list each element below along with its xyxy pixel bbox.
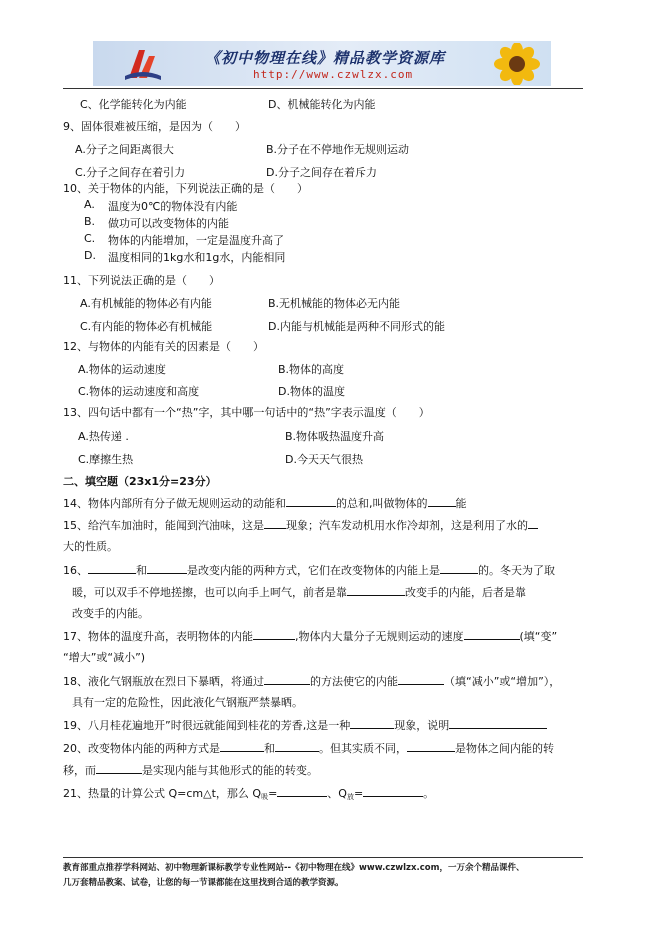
q16-text-4: 的。冬天为了取 xyxy=(478,564,555,577)
q18-blank-2[interactable] xyxy=(398,672,444,685)
q20-blank-3[interactable] xyxy=(407,739,455,752)
q16-text-6: 改变手的内能，后者是靠 xyxy=(405,586,526,599)
q20-text-2: 和 xyxy=(264,742,275,755)
q21-text-5: 。 xyxy=(423,787,435,800)
q14-blank-1[interactable] xyxy=(286,494,336,507)
q21-line xyxy=(63,784,434,802)
q14-text-1: 14、物体内部所有分子做无规则运动的动能和 xyxy=(63,497,286,510)
q18-text-3: （填“减小”或“增加”）， xyxy=(444,675,561,688)
q11-option-b: B.无机械能的物体必无内能 xyxy=(268,297,401,310)
q20-text-4: 是物体之间内能的转 xyxy=(455,742,554,755)
banner-url: http://www.czwlzx.com xyxy=(253,68,414,81)
q13-stem: 13、四句话中都有一个“热”字，其中哪一句话中的“热”字表示温度（ ） xyxy=(63,406,430,419)
q18-text-1: 18、液化气钢瓶放在烈日下暴晒，将通过 xyxy=(63,675,264,688)
q9-option-d: D.分子之间存在着斥力 xyxy=(266,166,377,179)
q8-option-d: D、机械能转化为内能 xyxy=(268,98,376,111)
q20-text-6: 是实现内能与其他形式的能的转变。 xyxy=(142,764,318,777)
q10-stem: 10、关于物体的内能，下列说法正确的是（ ） xyxy=(63,182,308,195)
q9-option-a: A.分子之间距离很大 xyxy=(75,143,174,156)
q12-option-d: D.物体的温度 xyxy=(278,385,345,398)
q21-text-4: = xyxy=(353,787,364,800)
logo-icon xyxy=(123,46,163,82)
q16-text-5: 暖，可以双手不停地搓擦，也可以向手上呵气，前者是靠 xyxy=(72,586,347,599)
q15-line-1 xyxy=(63,516,538,533)
q18-line-1 xyxy=(63,672,560,689)
q20-text-1: 20、改变物体内能的两种方式是 xyxy=(63,742,220,755)
q14-blank-2[interactable] xyxy=(428,494,456,507)
q10-option-b: 做功可以改变物体的内能 xyxy=(108,217,229,230)
q15-text-2: 现象；汽车发动机用水作冷却剂，这是利用了水的 xyxy=(286,519,528,532)
q16-blank-4[interactable] xyxy=(347,583,405,596)
q17-text-2: ,物体内大量分子无规则运动的速度 xyxy=(295,630,464,643)
q17-blank-2[interactable] xyxy=(464,627,520,640)
q20-line-2 xyxy=(63,761,318,778)
q10-label-b: B. xyxy=(84,215,96,228)
q21-text-1: 21、热量的计算公式 Q=cm△t，那么 Q xyxy=(63,787,262,800)
q18-text-2: 的方法使它的内能 xyxy=(310,675,398,688)
footer-line-1: 教育部重点推荐学科网站、初中物理新课标教学专业性网站--《初中物理在线》www.czwlzx.com，一万余个精品课件、 xyxy=(63,863,525,873)
q16-text-2: 和 xyxy=(136,564,147,577)
q10-option-d: 温度相同的1kg水和1g水，内能相同 xyxy=(108,251,286,264)
q12-stem: 12、与物体的内能有关的因素是（ ） xyxy=(63,340,264,353)
q16-line-3: 改变手的内能。 xyxy=(72,607,149,620)
q8-option-c: C、化学能转化为内能 xyxy=(80,98,187,111)
q16-line-1 xyxy=(63,561,555,578)
q15-text-1: 15、给汽车加油时，能闻到汽油味，这是 xyxy=(63,519,264,532)
q17-text-1: 17、物体的温度升高，表明物体的内能 xyxy=(63,630,253,643)
banner-title: 《初中物理在线》精品教学资源库 xyxy=(205,49,446,67)
q10-option-c: 物体的内能增加，一定是温度升高了 xyxy=(108,234,284,247)
q14-text-2: 的总和,叫做物体的 xyxy=(336,497,428,510)
q11-option-a: A.有机械能的物体必有内能 xyxy=(80,297,212,310)
footer-rule xyxy=(63,857,583,858)
q19-blank-2[interactable] xyxy=(449,716,547,729)
q21-text-2: = xyxy=(268,787,278,800)
q16-blank-3[interactable] xyxy=(440,561,478,574)
q12-option-b: B.物体的高度 xyxy=(278,363,345,376)
q14-line xyxy=(63,494,467,511)
q9-option-b: B.分子在不停地作无规则运动 xyxy=(266,143,410,156)
q19-blank-1[interactable] xyxy=(350,716,394,729)
q16-blank-2[interactable] xyxy=(147,561,187,574)
q20-text-3: 。但其实质不同， xyxy=(319,742,407,755)
q21-sub-release: 放 xyxy=(346,793,354,801)
q11-stem: 11、下列说法正确的是（ ） xyxy=(63,274,220,287)
sunflower-icon xyxy=(487,43,547,85)
q15-line-2: 大的性质。 xyxy=(63,540,118,553)
q13-option-b: B.物体吸热温度升高 xyxy=(285,430,385,443)
section-2-heading: 二、填空题（23x1分=23分） xyxy=(63,475,217,488)
q10-label-c: C. xyxy=(84,232,96,245)
q18-line-2: 具有一定的危险性，因此液化气钢瓶严禁暴晒。 xyxy=(72,696,303,709)
q12-option-c: C.物体的运动速度和高度 xyxy=(78,385,200,398)
q10-label-d: D. xyxy=(84,249,96,262)
q18-blank-1[interactable] xyxy=(264,672,310,685)
header-rule xyxy=(63,88,583,89)
q21-blank-2[interactable] xyxy=(363,784,423,797)
q10-option-a: 温度为0℃的物体没有内能 xyxy=(108,200,238,213)
q16-text-1: 16、 xyxy=(63,564,88,577)
q14-text-3: 能 xyxy=(455,497,467,510)
footer xyxy=(63,861,524,891)
q16-blank-1[interactable] xyxy=(88,561,136,574)
q16-line-2 xyxy=(72,583,526,600)
footer-line-2: 几万套精品教案、试卷，让您的每一节课都能在这里找到合适的教学资源。 xyxy=(63,878,344,888)
q11-option-d: D.内能与机械能是两种不同形式的能 xyxy=(268,320,445,333)
q16-text-3: 是改变内能的两种方式，它们在改变物体的内能上是 xyxy=(187,564,440,577)
q20-text-5: 移，而 xyxy=(63,764,96,777)
q11-option-c: C.有内能的物体必有机械能 xyxy=(80,320,213,333)
q10-label-a: A. xyxy=(84,198,95,211)
q17-text-3: (填“变” xyxy=(519,630,558,643)
q19-text-1: 19、八月桂花遍地开”时很远就能闻到桂花的芳香,这是一种 xyxy=(63,719,351,732)
q19-text-2: 现象，说明 xyxy=(394,719,450,732)
header-banner xyxy=(93,41,551,86)
q20-blank-4[interactable] xyxy=(96,761,142,774)
q19-line xyxy=(63,716,547,733)
q12-option-a: A.物体的运动速度 xyxy=(78,363,166,376)
q17-line-2: “增大”或“减小”) xyxy=(63,651,146,664)
q21-sub-absorb: 吸 xyxy=(261,793,269,801)
q9-stem: 9、固体很难被压缩，是因为（ ） xyxy=(63,120,246,133)
q13-option-d: D.今天天气很热 xyxy=(285,453,363,466)
q9-option-c: C.分子之间存在着引力 xyxy=(75,166,186,179)
q13-option-a: A.热传递 . xyxy=(78,430,129,443)
q21-text-3: 、Q xyxy=(327,787,347,800)
q20-line-1 xyxy=(63,739,554,756)
q15-blank-1[interactable] xyxy=(264,516,286,529)
q20-blank-2[interactable] xyxy=(275,739,319,752)
q20-blank-1[interactable] xyxy=(220,739,264,752)
q15-blank-2[interactable] xyxy=(528,516,538,529)
q13-option-c: C.摩擦生热 xyxy=(78,453,134,466)
q17-line-1 xyxy=(63,627,557,644)
q21-blank-1[interactable] xyxy=(277,784,327,797)
q17-blank-1[interactable] xyxy=(253,627,295,640)
